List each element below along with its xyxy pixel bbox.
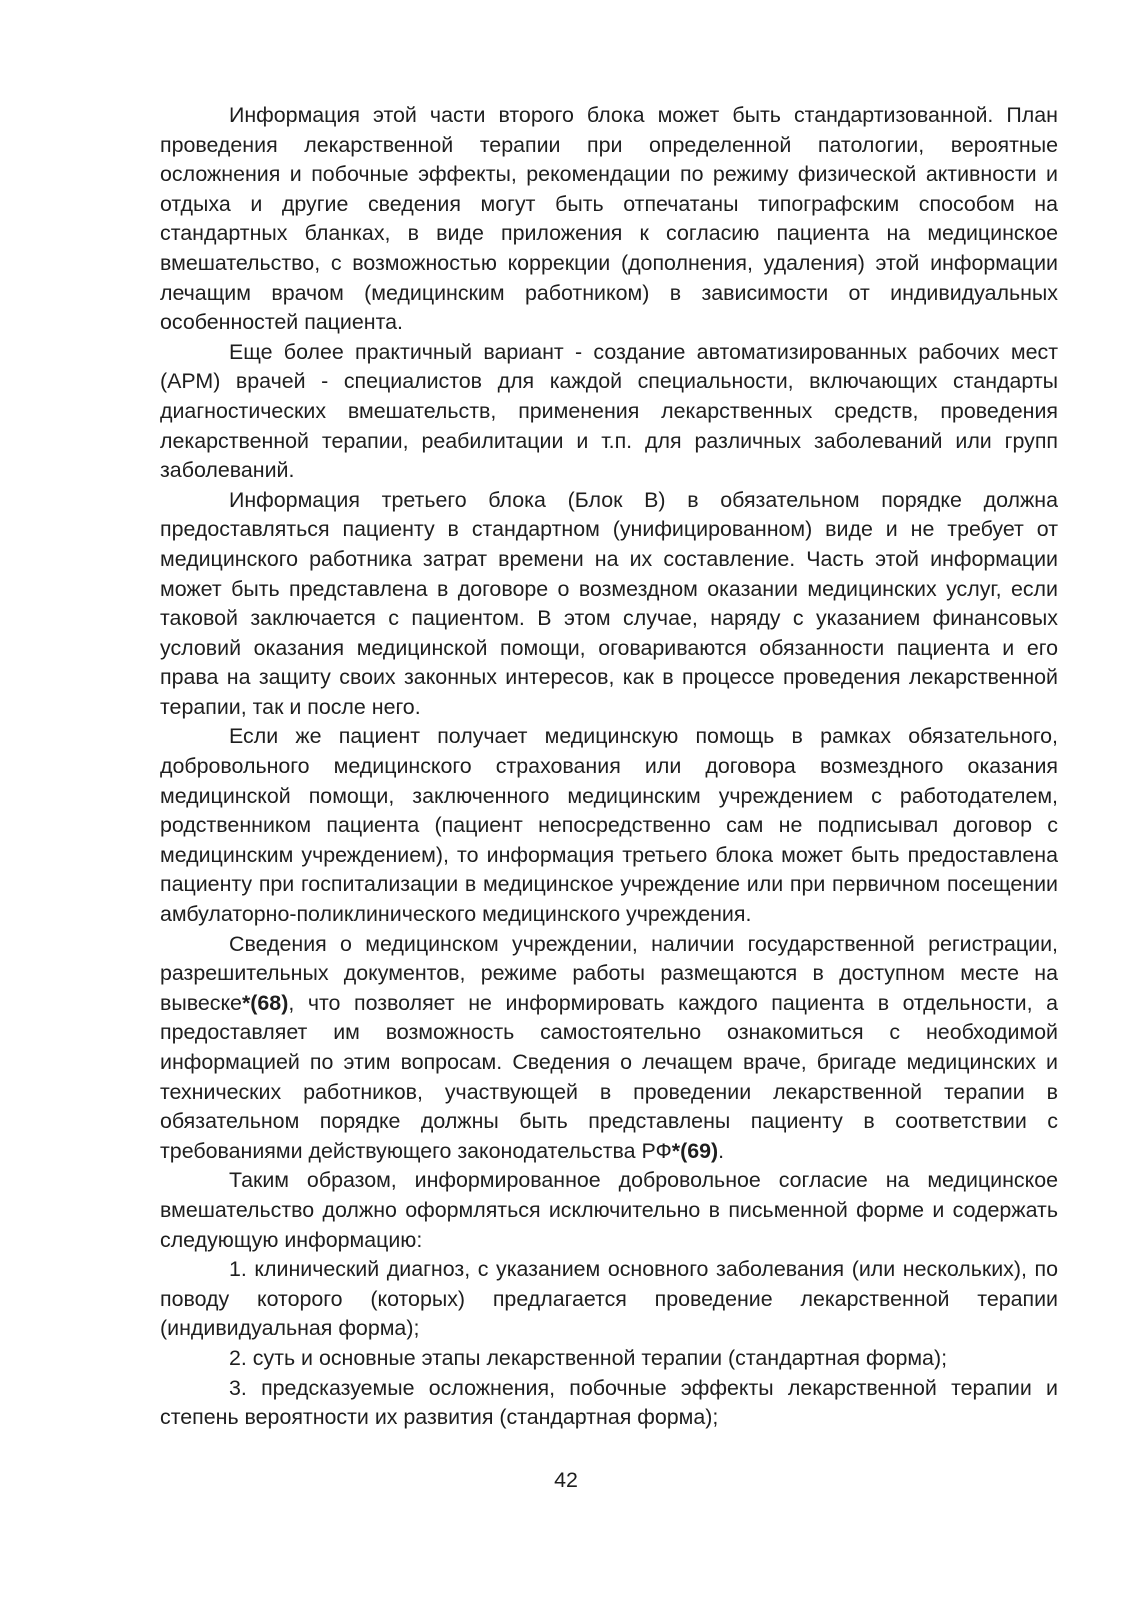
paragraph-2: Еще более практичный вариант - создание автоматизированных рабочих мест (АРМ) врачей - специалистов для каждой специальности, включающих стандарты диагностических вмешательств, применения лекарственных средств, проведения лекарственной терапии, реабилитации и т.п. для различных заболеваний или групп заболеваний. <box>160 339 1058 483</box>
paragraph-3: Информация третьего блока (Блок В) в обязательном порядке должна предоставляться пациенту в стандартном (унифицированном) виде и не требует от медицинского работника затрат времени на их составление. Часть этой информации может быть представлена в договоре о возмездном оказании медицинских услуг, если таковой заключается с пациентом. В этом случае, наряду с указанием финансовых условий оказания медицинской помощи, оговариваются обязанности пациента и его права на защиту своих законных интересов, как в процессе проведения лекарственной терапии, так и после него. <box>160 487 1058 719</box>
footnote-ref-68: *(68) <box>241 990 289 1015</box>
paragraph-4: Если же пациент получает медицинскую помощь в рамках обязательного, добровольного медицинского страхования или договора возмездного оказания медицинской помощи, заключенного медицинским учреждением с работодателем, родственником пациента (пациент непосредственно сам не подписывал договор с медицинским учреждением), то информация третьего блока может быть предоставлена пациенту при госпитализации в медицинское учреждение или при первичном посещении амбулаторно-поликлинического медицинского учреждения. <box>160 724 1058 927</box>
page-number: 42 <box>554 1468 578 1492</box>
document-body <box>160 101 1058 1433</box>
paragraph-6: Таким образом, информированное добровольное согласие на медицинское вмешательство должно оформляться исключительно в письменной форме и содержать следующую информацию: <box>160 1168 1058 1252</box>
paragraph-5 <box>160 930 1058 1167</box>
footnote-ref-69: *(69) <box>671 1138 719 1163</box>
paragraph-1: Информация этой части второго блока может быть стандартизованной. План проведения лекарственной терапии при определенной патологии, вероятные осложнения и побочные эффекты, рекомендации по режиму физической активности и отдыха и другие сведения могут быть отпечатаны типографским способом на стандартных бланках, в виде приложения к согласию пациента на медицинское вмешательство, с возможностью коррекции (дополнения, удаления) этой информации лечащим врачом (медицинским работником) в зависимости от индивидуальных особенностей пациента. <box>160 103 1058 335</box>
list-item-3: 3. предсказуемые осложнения, побочные эффекты лекарственной терапии и степень вероятности их развития (стандартная форма); <box>160 1375 1058 1430</box>
paragraph-5-text-b: , что позволяет не информировать каждого пациента в отдельности, а предоставляет им возможность самостоятельно ознакомиться с необходимой информацией по этим вопросам. Сведения о лечащем враче, бригаде медицинских и технических работников, участвующей в проведении лекарственной терапии в обязательном порядке должны быть представлены пациенту в соответствии с требованиями действующего законодательства РФ <box>160 990 1058 1163</box>
paragraph-5-text-c: . <box>718 1138 725 1163</box>
paragraph-5-text-a: Сведения о медицинском учреждении, наличии государственной регистрации, разрешительных документов, режиме работы размещаются в доступном месте на вывеске <box>160 931 1058 1015</box>
list-item-2: 2. суть и основные этапы лекарственной терапии (стандартная форма); <box>229 1345 948 1370</box>
list-item-1: 1. клинический диагноз, с указанием основного заболевания (или нескольких), по поводу которого (которых) предлагается проведение лекарственной терапии (индивидуальная форма); <box>160 1257 1058 1341</box>
